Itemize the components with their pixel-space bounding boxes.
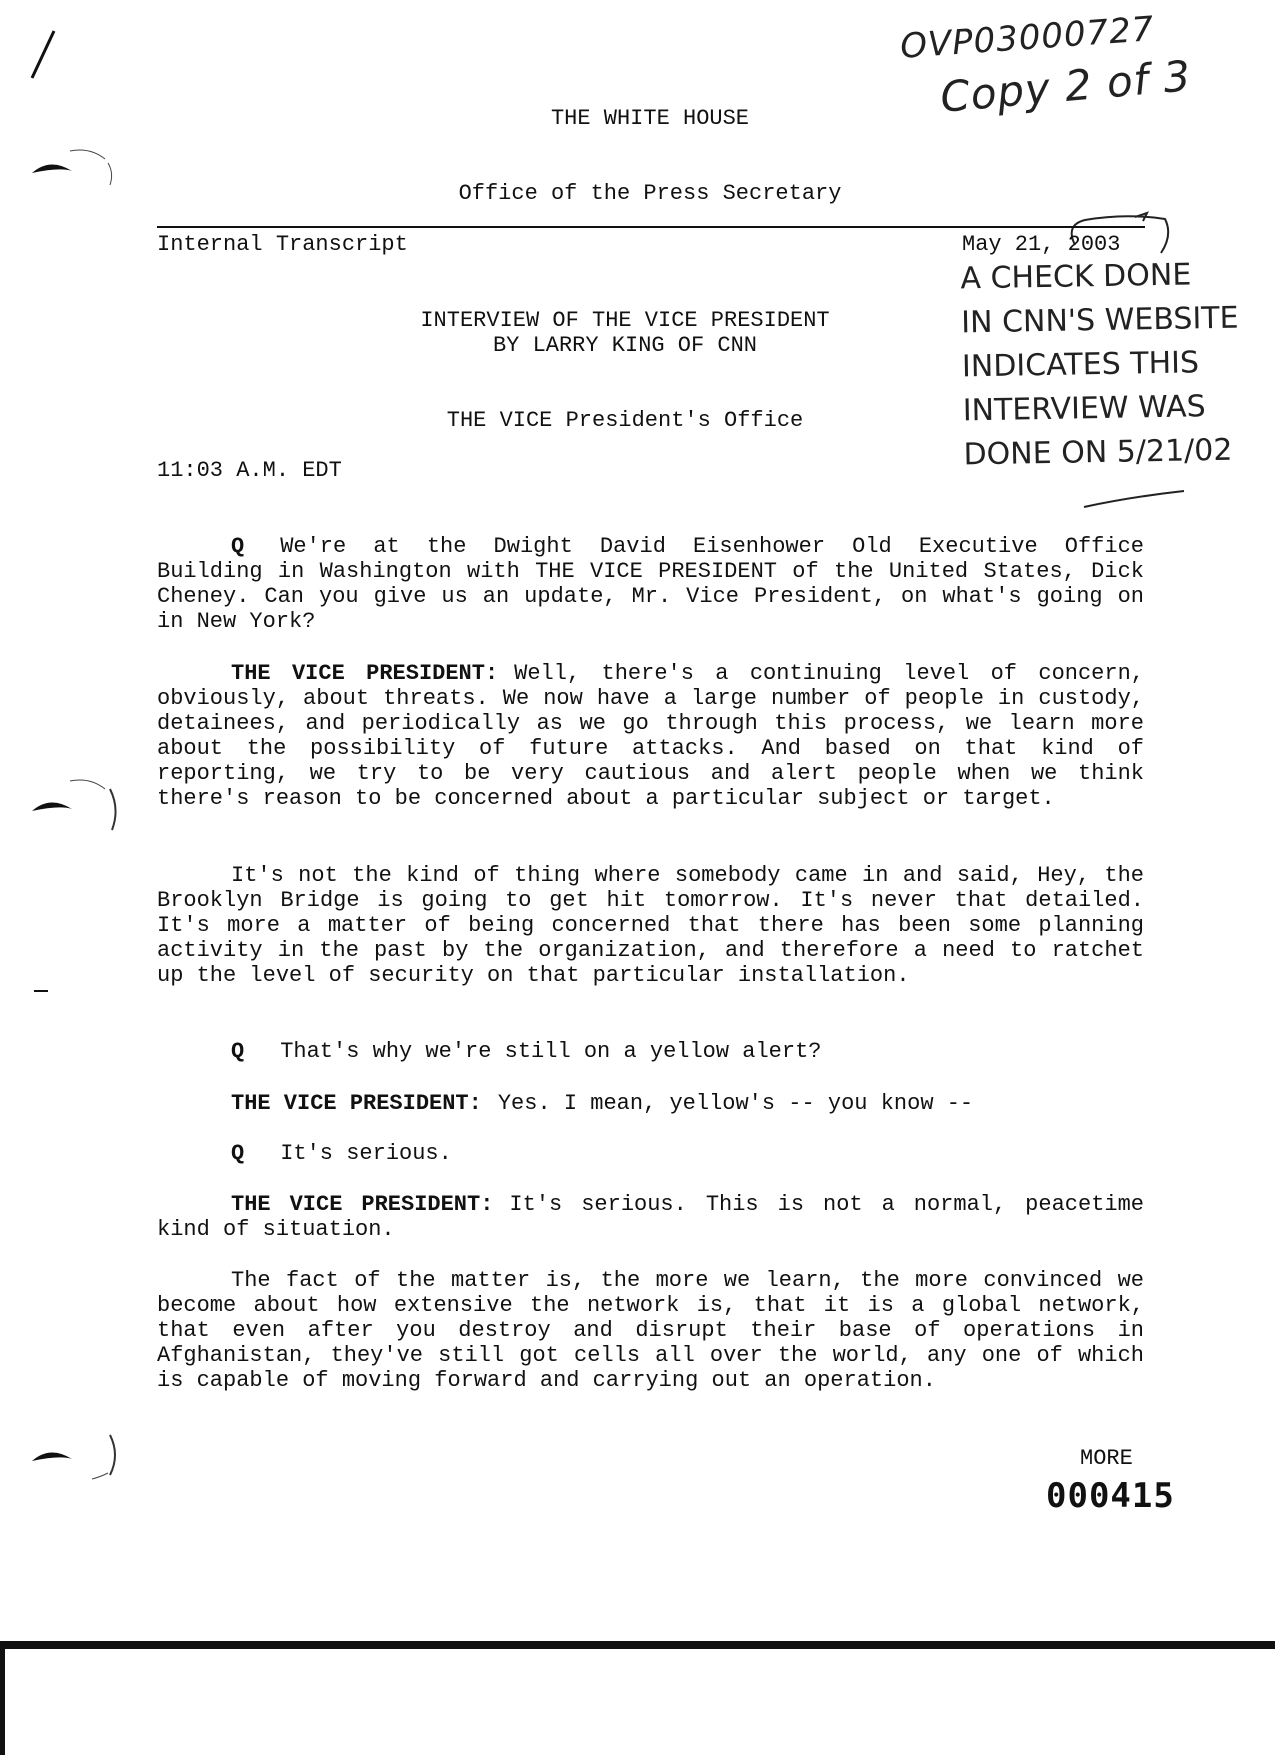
- speaker-label: THE VICE PRESIDENT:: [231, 1091, 482, 1116]
- annotation-line: A CHECK DONE: [960, 257, 1192, 297]
- header-rule: [157, 226, 1145, 228]
- interview-title-line1: INTERVIEW OF THE VICE PRESIDENT: [420, 308, 830, 333]
- paragraph-text: We're at the Dwight David Eisenhower Old Executive Office Building in Washington with THE VICE PRESIDENT of the United States, Dick Cheney. Can you give us an update, Mr. Vice President, on what's going on in New York?: [157, 534, 1144, 634]
- annotation-line: INDICATES THIS: [961, 345, 1200, 385]
- location: THE VICE President's Office: [446, 408, 804, 433]
- speaker-label: THE VICE PRESIDENT:: [231, 661, 499, 686]
- speaker-label: Q: [231, 534, 245, 559]
- handwritten-copy-note: Copy 2 of 3: [938, 51, 1194, 122]
- more-marker: MORE: [1080, 1446, 1133, 1471]
- transcript-paragraph: [157, 509, 1144, 634]
- speaker-label: Q: [231, 1141, 245, 1166]
- time: 11:03 A.M. EDT: [157, 458, 342, 483]
- office-title: Office of the Press Secretary: [458, 181, 842, 206]
- binder-hole-mark-middle: [30, 775, 120, 835]
- org-title: THE WHITE HOUSE: [550, 106, 750, 131]
- annotation-line: DONE ON 5/21/02: [963, 432, 1233, 473]
- transcript-paragraph: [157, 636, 1144, 811]
- paragraph-text: Well, there's a continuing level of concern, obviously, about threats. We now have a large number of people in custody, detainees, and periodically as we go through this process, we learn more about the possibility of future attacks. And based on that kind of reporting, we try to be very cautious and alert people when we think there's reason to be concerned about a particular subject or target.: [157, 661, 1144, 811]
- bottom-scan-bar: [0, 1641, 1275, 1649]
- margin-slash-mark: [28, 28, 58, 83]
- paragraph-text: It's not the kind of thing where somebody came in and said, Hey, the Brooklyn Bridge is going to get hit tomorrow. It's never that detailed. It's more a matter of being concerned that there has been some planning activity in the past by the organization, and therefore a need to ratchet up the level of security on that particular installation.: [157, 863, 1144, 988]
- doc-type: Internal Transcript: [157, 232, 408, 257]
- transcript-paragraph: [157, 1116, 1144, 1166]
- speaker-label: THE VICE PRESIDENT:: [231, 1192, 494, 1217]
- transcript-paragraph: [157, 1066, 1144, 1116]
- binder-hole-mark-bottom: [30, 1425, 120, 1485]
- paragraph-text: That's why we're still on a yellow alert?: [280, 1039, 822, 1064]
- annotation-line: INTERVIEW WAS: [962, 389, 1206, 429]
- bottom-scan-edge: [0, 1649, 5, 1755]
- doc-date: May 21, 2003: [962, 232, 1121, 257]
- handwritten-document-id: OVP03000727: [898, 9, 1156, 67]
- interview-title: [360, 308, 890, 358]
- paragraph-text: The fact of the matter is, the more we learn, the more convinced we become about how extensive the network is, that it is a global network, that even after you destroy and disrupt their base of operations in Afghanistan, they've still got cells all over the world, any one of which is capable of moving forward and carrying out an operation.: [157, 1268, 1144, 1393]
- transcript-paragraph: [157, 1167, 1144, 1242]
- transcript-paragraph: [157, 838, 1144, 988]
- margin-dash-mark: [34, 990, 48, 992]
- speaker-label: Q: [231, 1039, 245, 1064]
- binder-hole-mark-top: [30, 145, 120, 190]
- transcript-paragraph: [157, 1243, 1144, 1393]
- paragraph-text: Yes. I mean, yellow's -- you know --: [497, 1091, 974, 1116]
- handwritten-annotation: [960, 253, 1241, 478]
- page-stamp: 000415: [1046, 1476, 1175, 1516]
- paragraph-text: It's serious. This is not a normal, peacetime kind of situation.: [157, 1192, 1144, 1242]
- interview-title-line2: BY LARRY KING OF CNN: [492, 333, 758, 358]
- transcript-paragraph: [157, 1014, 1144, 1064]
- annotation-line: IN CNN'S WEBSITE: [960, 300, 1239, 341]
- paragraph-text: It's serious.: [280, 1141, 452, 1166]
